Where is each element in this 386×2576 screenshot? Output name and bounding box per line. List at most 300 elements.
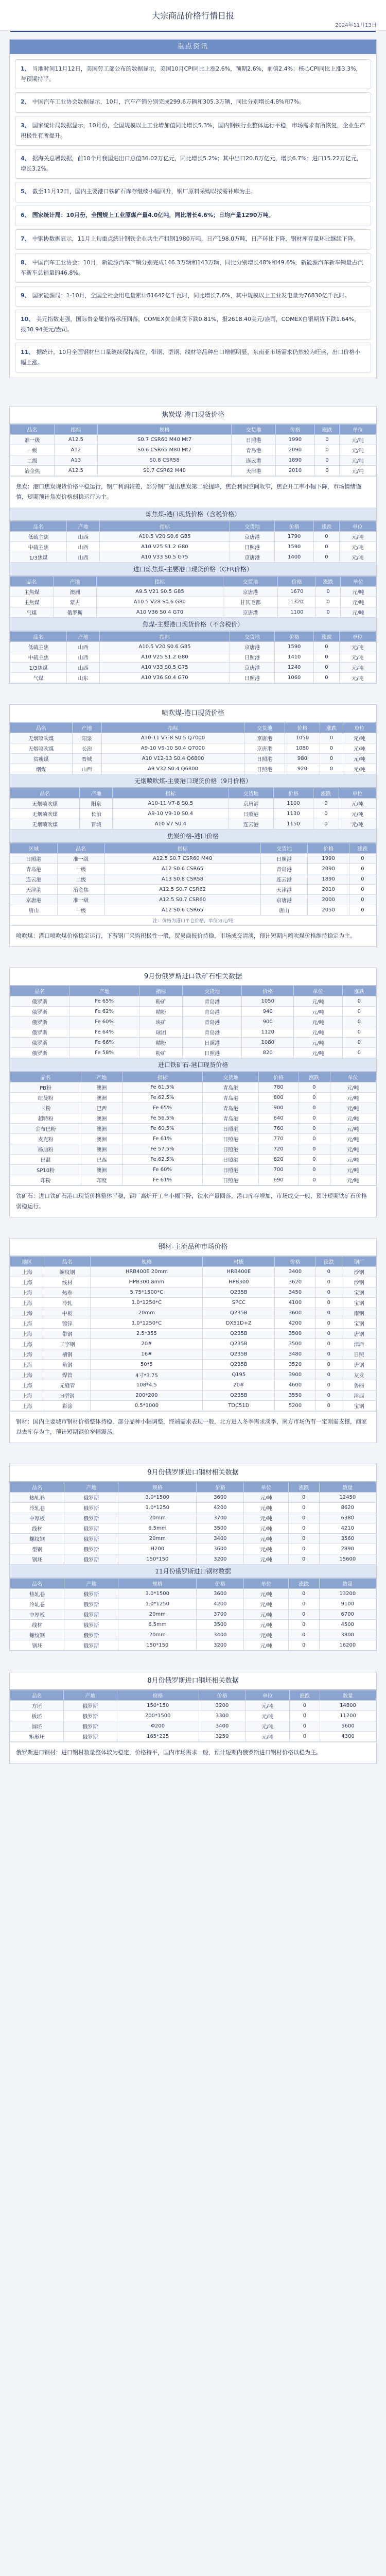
table-cell: 中硫主焦 (10, 542, 67, 552)
table-row (10, 1370, 376, 1380)
table-row (10, 1287, 376, 1298)
table-cell: 澳洲 (81, 1093, 122, 1103)
table-cell: 天津港 (260, 885, 308, 895)
table-header-row (10, 986, 376, 996)
table-cell: 元/吨 (244, 1513, 288, 1523)
table-cell: 980 (285, 754, 320, 764)
table-cell: 青岛港 (183, 1007, 242, 1017)
column-header: 规格 (97, 425, 231, 435)
table-cell: 6380 (319, 1513, 376, 1523)
table-cell: 4210 (319, 1523, 376, 1534)
table-cell: 连云港 (232, 455, 276, 466)
column-header: 品名 (10, 425, 55, 435)
russia-ore-title: 9月份俄罗斯进口铁矿石相关数据 (10, 968, 376, 986)
table-cell: 上海 (10, 1277, 44, 1287)
table-cell: 元/吨 (340, 597, 376, 607)
russia-commentary: 俄罗斯进口钢材：进口钢材数量整体较为稳定，价格持平，国内市场需求一般，预计短期内俄罗斯进口钢材价格以稳为主。 (10, 1742, 376, 1763)
table-cell: 820 (259, 1155, 299, 1165)
column-header: 价格 (259, 1072, 299, 1082)
column-header: 品名 (10, 1072, 81, 1082)
table-cell: 俄罗斯 (64, 1630, 118, 1640)
table-row (10, 874, 376, 885)
russia-steel-sep-title: 9月份俄罗斯进口钢材相关数据 (10, 1464, 376, 1482)
table-row (10, 1609, 376, 1620)
table-cell: 青岛港 (203, 1093, 259, 1103)
table-cell: A12.5 S0.7 CSR62 (104, 885, 260, 895)
table-cell: 0 (315, 1329, 342, 1339)
table-row (10, 435, 376, 445)
table-cell: 150*150 (118, 1554, 197, 1565)
table-cell: SPCC (203, 1298, 275, 1308)
table-row (10, 1589, 376, 1599)
table-cell: 块矿 (139, 1017, 183, 1027)
table-cell: 青岛港 (203, 1082, 259, 1093)
import-coking-coal-table (10, 576, 376, 618)
table-cell: Fe 61% (122, 1134, 203, 1144)
table-cell: Fe 60.5% (122, 1124, 203, 1134)
table-cell: 无缝管 (44, 1380, 91, 1391)
table-cell: 山西 (72, 764, 101, 774)
table-cell: 3520 (275, 1360, 315, 1370)
table-cell: 0 (288, 1534, 319, 1544)
table-cell: 主焦煤 (10, 587, 54, 597)
table-cell: 澳洲 (81, 1165, 122, 1175)
table-cell: 元/吨 (340, 607, 376, 618)
table-cell: 元/吨 (245, 1732, 289, 1742)
table-cell: 圆坯 (10, 1721, 64, 1732)
table-cell: 3200 (197, 1554, 244, 1565)
column-header: 价格 (276, 425, 314, 435)
column-header: 产地 (81, 1072, 122, 1082)
table-cell: 日照港 (229, 809, 274, 819)
table-cell: 元/吨 (339, 552, 376, 563)
table-cell: A10.5 V28 S0.6 G80 (97, 597, 223, 607)
news-item (15, 92, 371, 113)
table-cell: 1590 (275, 642, 314, 652)
column-header: 涨跌 (288, 1482, 319, 1493)
news-item-text: 中钢协数据显示，11月上旬重点统计钢铁企业共生产粗钢1980万吨，日产198.0万吨，日产环比下降，钢材库存量环比继续下降。 (32, 235, 359, 242)
table-cell: 带钢 (44, 1329, 91, 1339)
coke-port-table (10, 843, 376, 916)
table-row (10, 1082, 376, 1093)
table-cell: 20mm (118, 1534, 197, 1544)
table-cell: 主焦煤 (10, 597, 54, 607)
table-cell: Fe 60% (69, 1017, 139, 1027)
table-cell: 0 (315, 1339, 342, 1349)
table-cell: 元/吨 (244, 1630, 288, 1640)
column-header: 品名 (10, 1482, 64, 1493)
table-cell: 津西 (342, 1391, 376, 1401)
table-cell: 元/吨 (330, 1175, 376, 1185)
table-cell: 820 (242, 1048, 294, 1058)
table-row (10, 754, 376, 764)
table-cell: 元/吨 (294, 1027, 342, 1038)
anthracite-table (10, 788, 376, 829)
table-cell: 0 (320, 764, 343, 774)
table-cell: 1990 (308, 854, 349, 864)
report-header (0, 0, 386, 31)
table-row (10, 1017, 376, 1027)
table-cell: 俄罗斯 (63, 1721, 117, 1732)
table-cell: Fe 58% (69, 1048, 139, 1058)
table-cell: 1410 (275, 652, 314, 663)
column-header: 交货地 (223, 577, 278, 587)
import-coking-coal-title: 进口炼焦煤-主要港口现货价格（CFR价格） (10, 563, 376, 576)
table-cell: 3900 (275, 1370, 315, 1380)
russia-billet-table (10, 1690, 376, 1742)
table-header-row (10, 723, 376, 733)
steel-table (10, 1256, 376, 1411)
table-cell: 20mm (118, 1609, 197, 1620)
table-cell: 长治 (80, 809, 113, 819)
table-cell: 4200 (275, 1318, 315, 1329)
table-cell: 烟煤 (10, 764, 73, 774)
table-cell: 鲁丽 (342, 1380, 376, 1391)
table-cell: S0.8 CSR58 (97, 455, 231, 466)
column-header: 产地 (64, 1482, 118, 1493)
table-cell: 上海 (10, 1267, 44, 1277)
column-header: 钢厂 (342, 1257, 376, 1267)
table-row (10, 1308, 376, 1318)
news-item-text: 当地时间11月12日，美国劳工部公布的数据显示，美国10月CPI同比上涨2.6%，预期2.6%，前值2.4%；核心CPI同比上涨3.3%，与预期持平。 (21, 65, 362, 82)
table-row (10, 743, 376, 754)
table-cell: 元/吨 (330, 1124, 376, 1134)
column-header: 价格 (242, 986, 294, 996)
table-cell: 上海 (10, 1287, 44, 1298)
table-cell: A10 V33 S0.5 G75 (99, 663, 230, 673)
table-cell: 日照港 (203, 1144, 259, 1155)
table-cell: 山西 (67, 552, 99, 563)
table-cell: 800 (259, 1093, 299, 1103)
table-cell: 900 (259, 1103, 299, 1113)
table-cell: 唐山 (10, 905, 58, 916)
column-header: 规格 (91, 1257, 203, 1267)
table-cell: 俄罗斯 (63, 1732, 117, 1742)
table-row (10, 642, 376, 652)
table-cell: 0 (298, 1103, 330, 1113)
table-cell: 50*5 (91, 1360, 203, 1370)
table-cell: Q235B (203, 1308, 275, 1318)
news-item-text: 中国汽车工业协会数据显示，10月，汽车产销分别完成299.6万辆和305.3万辆，同比分别增长4.8%和7%。 (32, 98, 305, 105)
table-cell: 二级 (57, 874, 104, 885)
news-item (15, 116, 371, 146)
column-header: 涨跌 (342, 986, 376, 996)
table-row (10, 1298, 376, 1308)
steel-section (9, 1238, 377, 1443)
table-cell: 0 (342, 996, 376, 1007)
table-cell: Fe 62.5% (122, 1155, 203, 1165)
table-row (10, 552, 376, 563)
news-item (15, 343, 371, 372)
table-cell: 巴西 (81, 1155, 122, 1165)
table-header-row (10, 577, 376, 587)
injection-coal-commentary: 喷吹煤：港口喷吹煤价格稳定运行，下游钢厂采购积极性一般，贸易商报价持稳，市场成交清淡，预计短期内喷吹煤价格维持稳定为主。 (10, 925, 376, 946)
table-cell: 0 (313, 809, 339, 819)
table-row (10, 1544, 376, 1554)
table-cell: 1080 (242, 1038, 294, 1048)
table-cell: 无烟喷吹煤 (10, 799, 80, 809)
table-cell: 日照港 (203, 1155, 259, 1165)
table-cell: 低硫主焦 (10, 532, 67, 542)
table-cell: 青岛港 (183, 1017, 242, 1027)
table-cell: 3600 (197, 1589, 244, 1599)
column-header: 产地 (72, 723, 101, 733)
table-cell: 150*150 (118, 1640, 197, 1651)
table-cell: 连云港 (229, 819, 274, 829)
table-cell: 2010 (308, 885, 349, 895)
table-row (10, 1732, 376, 1742)
russia-billet-title: 8月份俄罗斯进口钢坯相关数据 (10, 1672, 376, 1690)
table-cell: 青岛港 (260, 864, 308, 874)
table-cell: 0 (315, 1391, 342, 1401)
news-item (15, 286, 371, 307)
table-cell: 元/吨 (339, 663, 376, 673)
table-cell: H200 (118, 1544, 197, 1554)
table-cell: 0 (349, 895, 376, 905)
table-header-row (10, 1257, 376, 1267)
table-cell: 20mm (91, 1308, 203, 1318)
table-cell: 1400 (275, 552, 314, 563)
table-cell: 元/吨 (244, 1554, 288, 1565)
table-cell: 工字钢 (44, 1339, 91, 1349)
table-cell: 粉矿 (139, 1048, 183, 1058)
table-cell: 690 (259, 1175, 299, 1185)
table-cell: 3560 (319, 1534, 376, 1544)
table-cell: 中厚板 (10, 1609, 64, 1620)
table-cell: A10.5 V20 S0.6 G85 (99, 642, 230, 652)
table-cell: 1/3焦煤 (10, 552, 67, 563)
table-cell: 3450 (275, 1287, 315, 1298)
table-cell: 元/吨 (343, 743, 376, 754)
table-cell: 冶金焦 (10, 466, 55, 476)
table-cell: 元/吨 (330, 1103, 376, 1113)
table-cell: 780 (259, 1082, 299, 1093)
table-cell: DX51D+Z (203, 1318, 275, 1329)
table-cell: 准一级 (57, 854, 104, 864)
table-cell: A10 V33 S0.5 G75 (99, 552, 230, 563)
table-cell: A13 (54, 455, 97, 466)
table-cell: 0 (288, 1503, 319, 1513)
column-header: 品名 (10, 521, 67, 532)
table-cell: 元/吨 (339, 819, 376, 829)
table-cell: 日照港 (260, 854, 308, 864)
table-cell: 0 (315, 1298, 342, 1308)
table-cell: 1130 (273, 809, 313, 819)
table-cell: 螺纹钢 (10, 1630, 64, 1640)
table-cell: 0 (342, 1007, 376, 1017)
table-cell: 900 (242, 1017, 294, 1027)
table-cell: 0.5*1000 (91, 1401, 203, 1411)
table-cell: H型钢 (44, 1391, 91, 1401)
table-cell: 0 (320, 743, 343, 754)
table-cell: 0 (316, 597, 341, 607)
table-cell: 一级 (10, 445, 55, 455)
table-cell: 3700 (197, 1513, 244, 1523)
table-cell: 760 (259, 1124, 299, 1134)
table-row (10, 1038, 376, 1048)
table-cell: 山西 (67, 652, 99, 663)
table-cell: 焊管 (44, 1370, 91, 1380)
table-cell: 元/吨 (294, 1017, 342, 1027)
table-cell: A10 V36 S0.4 G70 (99, 673, 230, 683)
table-cell: 俄罗斯 (10, 1038, 69, 1048)
column-header: 涨跌 (288, 1579, 319, 1589)
table-cell: 上海 (10, 1380, 44, 1391)
table-cell: 0 (316, 607, 341, 618)
table-cell: 元/吨 (244, 1493, 288, 1503)
table-cell: 唐钢 (342, 1360, 376, 1370)
table-cell: 0 (288, 1544, 319, 1554)
table-cell: 青岛港 (183, 1027, 242, 1038)
table-cell: 准一级 (10, 435, 55, 445)
column-header: 价格 (278, 577, 316, 587)
table-cell: 0 (315, 1318, 342, 1329)
table-cell: 0 (349, 905, 376, 916)
table-cell: 0 (288, 1640, 319, 1651)
table-cell: 螺纹钢 (10, 1534, 64, 1544)
news-item-number: 2、 (21, 98, 30, 105)
table-cell: Fe 64% (69, 1027, 139, 1038)
table-row (10, 799, 376, 809)
table-cell: 俄罗斯 (63, 1711, 117, 1721)
table-row (10, 1027, 376, 1038)
table-cell: 0 (349, 874, 376, 885)
table-cell: 元/吨 (343, 764, 376, 774)
table-cell: 0 (314, 542, 339, 552)
table-cell: 上海 (10, 1391, 44, 1401)
column-header: 涨跌 (313, 788, 339, 799)
table-row (10, 1113, 376, 1124)
table-cell: Fe 65% (122, 1103, 203, 1113)
table-row (10, 1401, 376, 1411)
coke-commentary: 焦炭：港口焦炭现货价格平稳运行，钢厂利润较差，部分钢厂提出焦炭第二轮提降，焦企利润空间收窄，焦企开工率小幅下降，市场情绪谨慎，短期预计焦炭价格弱稳运行为主。 (10, 476, 376, 507)
column-header: 交货地 (260, 843, 308, 854)
table-cell: 5.75*1500*C (91, 1287, 203, 1298)
table-cell: 16200 (319, 1640, 376, 1651)
table-header-row (10, 1690, 376, 1701)
column-header: 单位 (244, 1579, 288, 1589)
table-cell: 0 (288, 1599, 319, 1609)
table-cell: 元/吨 (244, 1503, 288, 1513)
table-cell: 700 (259, 1165, 299, 1175)
table-cell: 方坯 (10, 1701, 64, 1711)
table-cell: 1060 (275, 673, 314, 683)
table-cell: 上海 (10, 1318, 44, 1329)
column-header: 规格 (118, 1482, 197, 1493)
table-cell: 元/吨 (294, 1038, 342, 1048)
table-cell: 0 (342, 1027, 376, 1038)
table-cell: 1320 (278, 597, 316, 607)
table-cell: 纽曼粉 (10, 1093, 81, 1103)
table-cell: 0 (314, 552, 339, 563)
coke-port-note: 注：价格为港口平仓价格，单位为元/吨 (152, 919, 234, 924)
table-cell: 槽钢 (44, 1349, 91, 1360)
column-header: 涨跌 (349, 843, 376, 854)
table-cell: 6700 (319, 1609, 376, 1620)
table-row (10, 809, 376, 819)
news-item-text: 据统计，10月全国钢材出口量继续保持高位，带钢、型钢、线材等品种出口增幅明显，东南亚市场需求仍然较为旺盛，出口价格小幅上涨。 (21, 349, 361, 366)
table-cell: 0 (349, 864, 376, 874)
table-cell: Fe 60% (122, 1165, 203, 1175)
table-row (10, 587, 376, 597)
table-header-row (10, 521, 376, 532)
table-cell: 日照港 (230, 673, 275, 683)
table-cell: 0 (315, 1401, 342, 1411)
table-cell: 元/吨 (330, 1093, 376, 1103)
table-cell: 1990 (276, 435, 314, 445)
table-cell: 3.0*1500 (118, 1493, 197, 1503)
table-row (10, 1554, 376, 1565)
table-row (10, 885, 376, 895)
table-cell: 20# (91, 1339, 203, 1349)
column-header: 价格 (308, 843, 349, 854)
table-cell: 日照港 (203, 1124, 259, 1134)
table-row (10, 1711, 376, 1721)
coking-coal-notax-title: 焦煤-主要港口现货价格（不含税价） (10, 618, 376, 631)
table-row (10, 1318, 376, 1329)
table-cell: 蒙古 (54, 597, 97, 607)
table-cell: 无烟喷吹煤 (10, 743, 73, 754)
table-row (10, 1134, 376, 1144)
table-cell: 京唐港 (230, 532, 275, 542)
table-row (10, 864, 376, 874)
news-item-text: 据海关总署数据，前10个月我国进出口总值36.02万亿元，同比增长5.2%；其中出口20.8万亿元，增长6.7%；进口15.22万亿元，增长3.2%。 (21, 155, 363, 172)
table-cell: 低硫主焦 (10, 642, 67, 652)
news-item-text: 美元指数走强，国际贵金属价格承压回落，COMEX黄金期货下跌0.81%，报2618.40美元/盎司，COMEX白银期货下跌1.64%，报30.94美元/盎司。 (21, 316, 360, 333)
table-cell: 11200 (320, 1711, 376, 1721)
russia-import-section (9, 1464, 377, 1651)
table-cell: 青岛港 (203, 1103, 259, 1113)
table-cell: 元/吨 (294, 1007, 342, 1017)
table-header-row (10, 1579, 376, 1589)
table-cell: 0 (315, 1360, 342, 1370)
news-item-number: 1、 (21, 65, 30, 72)
table-cell: 0 (315, 1267, 342, 1277)
table-cell: A12 (54, 445, 97, 455)
table-cell: 0 (349, 854, 376, 864)
table-cell: 京唐港 (244, 733, 285, 743)
column-header: 单位 (244, 1482, 288, 1493)
table-cell: 青岛港 (10, 864, 58, 874)
table-row (10, 663, 376, 673)
coking-coal-title: 炼焦煤-港口现货价格（含税价格） (10, 507, 376, 521)
column-header: 价格 (275, 1257, 315, 1267)
table-cell: 元/吨 (340, 466, 376, 476)
steel-title: 钢材-主流品种市场价格 (10, 1239, 376, 1256)
table-cell: 沙钢 (342, 1277, 376, 1287)
table-cell: S0.6 CSR65 M80 Mt7 (97, 445, 231, 455)
column-header: 数量 (319, 1482, 376, 1493)
table-cell: 上海 (10, 1329, 44, 1339)
table-cell: 彩涂 (44, 1401, 91, 1411)
table-row (10, 1093, 376, 1103)
news-item (15, 229, 371, 250)
table-cell: Φ200 (117, 1721, 199, 1732)
column-header: 价格 (197, 1579, 244, 1589)
column-header: 单位 (339, 521, 376, 532)
table-cell: 5600 (320, 1721, 376, 1732)
table-cell: 4寸*3.75 (91, 1370, 203, 1380)
table-cell: 1590 (275, 542, 314, 552)
table-cell: 元/吨 (244, 1609, 288, 1620)
table-cell: 3400 (275, 1267, 315, 1277)
table-header-row (10, 1072, 376, 1082)
news-item-text: 国家统计局：10月份，全国规上工业原煤产量4.0亿吨，同比增长4.6%；日均产量1290万吨。 (32, 212, 274, 218)
table-row (10, 1007, 376, 1017)
column-header: 交货地 (230, 521, 275, 532)
table-row (10, 1048, 376, 1058)
table-cell: 元/吨 (244, 1599, 288, 1609)
